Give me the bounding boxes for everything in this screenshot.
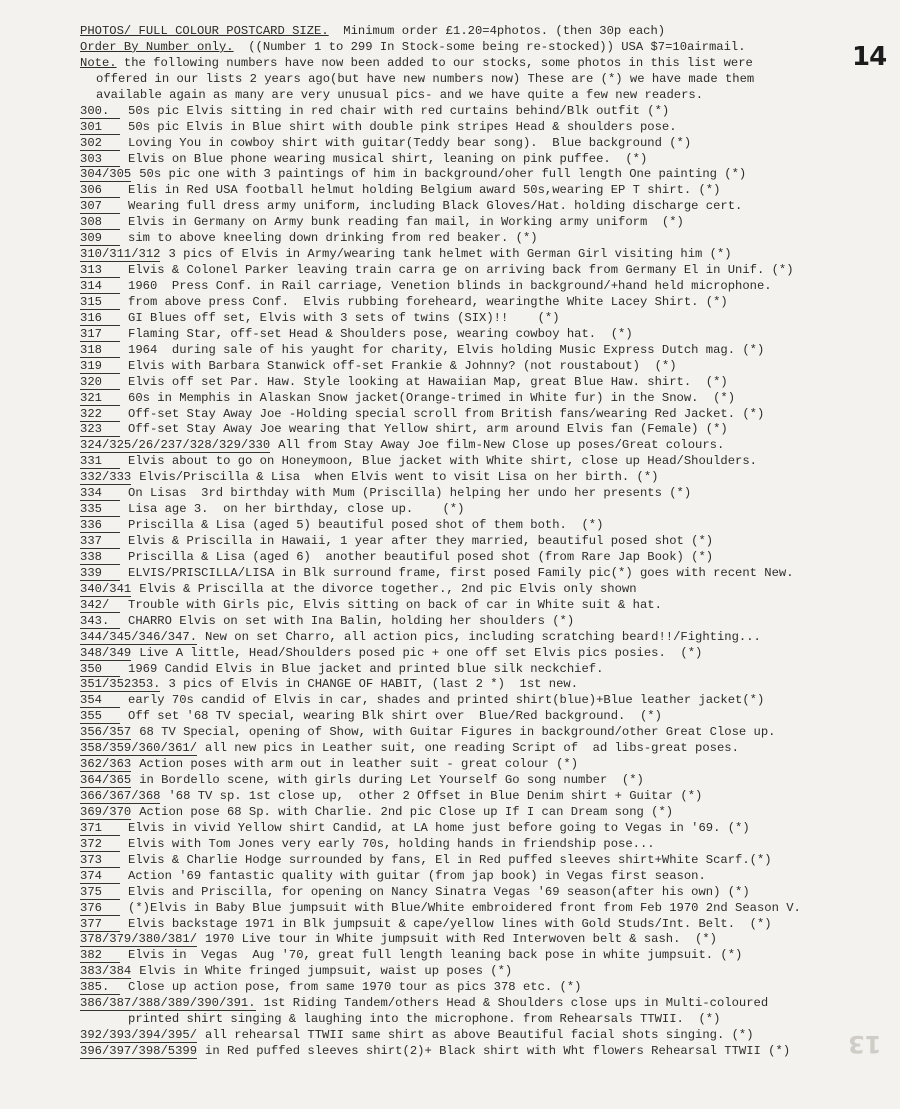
photo-description: Elvis with Barbara Stanwick off-set Frankie & Johnny? (not roustabout) (*): [128, 358, 677, 373]
photo-number: 376: [80, 902, 120, 916]
photo-item: [80, 614, 870, 630]
photo-number: 304/305: [80, 167, 132, 182]
photo-item: [80, 741, 870, 757]
photo-number: 316: [80, 312, 120, 326]
photo-item: [80, 837, 870, 853]
photo-item: [80, 662, 870, 678]
photo-item: [80, 917, 870, 933]
photo-number: 332/333: [80, 470, 132, 485]
photo-description: New on set Charro, all action pics, including scratching beard!!/Fighting...: [205, 629, 761, 644]
photo-item: [80, 964, 870, 980]
photo-description: 1969 Candid Elvis in Blue jacket and printed blue silk neckchief.: [128, 661, 604, 676]
photo-description: Elvis off set Par. Haw. Style looking at Hawaiian Map, great Blue Haw. shirt. (*): [128, 374, 728, 389]
photo-item: [80, 136, 870, 152]
photo-number: 375: [80, 886, 120, 900]
photo-description: Elvis & Priscilla in Hawaii, 1 year after they married, beautiful posed shot (*): [128, 534, 714, 548]
photo-item: [80, 327, 870, 343]
photo-number: 351/352353.: [80, 677, 161, 692]
photo-item: [80, 167, 870, 183]
photo-number: 339: [80, 567, 120, 581]
note-line: [80, 56, 870, 72]
photo-description: 1960 Press Conf. in Rail carriage, Venetion blinds in background/+hand held microphone.: [128, 279, 772, 293]
photo-item: [80, 152, 870, 168]
photo-number: 372: [80, 838, 120, 852]
photo-description: Loving You in cowboy shirt with guitar(Teddy bear song). Blue background (*): [128, 135, 692, 150]
photo-number: 342/: [80, 599, 120, 613]
photo-description: (*)Elvis in Baby Blue jumpsuit with Blue/White embroidered front from Feb 1970 2nd Season V.: [128, 900, 801, 915]
photo-number: 321: [80, 392, 120, 406]
photo-description: Off set '68 TV special, wearing Blk shirt over Blue/Red background. (*): [128, 709, 662, 724]
photo-item: [80, 885, 870, 901]
photo-item: [80, 247, 870, 263]
photo-number: 323: [80, 423, 120, 437]
photo-number: 373: [80, 854, 120, 868]
photo-items: [80, 104, 870, 1060]
photo-description: All from Stay Away Joe film-New Close up poses/Great colours.: [278, 438, 725, 453]
photo-description: Trouble with Girls pic, Elvis sitting on back of car in White suit & hat.: [128, 597, 662, 612]
photo-description: 3 pics of Elvis in CHANGE OF HABIT, (last 2 *) 1st new.: [168, 677, 579, 692]
photo-number: 308: [80, 216, 120, 230]
photo-item: [80, 183, 870, 199]
photo-description: Elvis & Charlie Hodge surrounded by fans, El in Red puffed sleeves shirt+White Scarf.(*): [128, 852, 772, 867]
note-text: the following numbers have now been added to our stocks, some photos in this list were: [116, 55, 753, 70]
photo-description: Priscilla & Lisa (aged 5) beautiful posed shot of them both. (*): [128, 518, 604, 533]
photo-number: 392/393/394/395/: [80, 1028, 198, 1043]
photo-number: 309: [80, 232, 120, 246]
photo-description: Elvis in Vegas Aug '70, great full length leaning back pose in white jumpsuit. (*): [128, 948, 743, 963]
photos-title: PHOTOS/ FULL COLOUR POSTCARD SIZE.: [80, 24, 329, 38]
photo-item: [80, 646, 870, 662]
photo-description: Elvis & Colonel Parker leaving train carra ge on arriving back from Germany El in Unif. (*): [128, 263, 794, 278]
photo-description: Action pose 68 Sp. with Charlie. 2nd pic Close up If I can Dream song (*): [139, 804, 674, 819]
photo-description: 1st Riding Tandem/others Head & Shoulders close ups in Multi-coloured: [263, 996, 769, 1011]
header-line: [80, 24, 870, 40]
photo-description: Elvis and Priscilla, for opening on Nancy Sinatra Vegas '69 season(after his own) (*): [128, 884, 750, 899]
photo-description: Elvis in White fringed jumpsuit, waist up poses (*): [139, 964, 513, 979]
photo-item: [80, 1044, 870, 1060]
photo-number: 369/370: [80, 804, 132, 819]
photo-description: Elvis backstage 1971 in Blk jumpsuit & cape/yellow lines with Gold Studs/Int. Belt. (*): [128, 916, 772, 931]
photo-number: 343.: [80, 615, 120, 629]
photo-description: printed shirt singing & laughing into the microphone. from Rehearsals TTWII. (*): [128, 1012, 721, 1027]
photo-description: Action poses with arm out in leather suit - great colour (*): [139, 757, 579, 772]
photo-item: [80, 693, 870, 709]
photo-number: 310/311/312: [80, 247, 161, 262]
photo-description: Action '69 fantastic quality with guitar (from jap book) in Vegas first season.: [128, 868, 706, 883]
photo-description: CHARRO Elvis on set with Ina Balin, holding her shoulders (*): [128, 613, 575, 628]
photo-number: 320: [80, 376, 120, 390]
photo-item: [80, 438, 870, 454]
photo-item: [80, 582, 870, 598]
photo-item: [80, 948, 870, 964]
photo-number: 307: [80, 200, 120, 214]
photo-description: 1970 Live tour in White jumpsuit with Red Interwoven belt & sash. (*): [205, 932, 717, 947]
photo-description: 50s pic Elvis sitting in red chair with red curtains behind/Blk outfit (*): [128, 103, 670, 118]
note-line-2: offered in our lists 2 years ago(but have new numbers now) These are (*) we have made them: [96, 71, 755, 86]
photo-description: sim to above kneeling down drinking from red beaker. (*): [128, 231, 538, 246]
photo-description: ELVIS/PRISCILLA/LISA in Blk surround frame, first posed Family pic(*) goes with recent New.: [128, 565, 794, 580]
photo-number: 355: [80, 710, 120, 724]
photo-number: 337: [80, 535, 120, 549]
photo-item: [80, 391, 870, 407]
photo-description: Elvis & Priscilla at the divorce together., 2nd pic Elvis only shown: [139, 581, 637, 596]
photo-number: 348/349: [80, 645, 132, 660]
photo-item: [80, 980, 870, 996]
photo-number: 366/367/368: [80, 789, 161, 803]
photo-item: [80, 359, 870, 375]
photo-number: 396/397/398/5399: [80, 1044, 198, 1058]
photo-description: '68 TV sp. 1st close up, other 2 Offset in Blue Denim shirt + Guitar (*): [168, 789, 703, 803]
photo-description: Elvis with Tom Jones very early 70s, holding hands in friendship pose...: [128, 836, 655, 851]
photo-description: Elvis on Blue phone wearing musical shirt, leaning on pink puffee. (*): [128, 151, 648, 166]
note-label: Note.: [80, 55, 117, 70]
photo-number: 301: [80, 121, 120, 135]
photo-number: 334: [80, 487, 120, 501]
photo-item: [80, 279, 870, 295]
photo-item: [80, 677, 870, 693]
photo-item: [80, 518, 870, 534]
photo-description: Lisa age 3. on her birthday, close up. (*): [128, 502, 465, 517]
photo-description: Off-set Stay Away Joe -Holding special scroll from British fans/wearing Red Jacket. (*): [128, 406, 765, 421]
bleed-through-page-number: 13: [848, 1030, 882, 1058]
note-line-3: available again as many are very unusual pics- and we have quite a few new readers.: [96, 87, 704, 102]
photo-description: Elvis about to go on Honeymoon, Blue jacket with White shirt, close up Head/Shoulders.: [128, 454, 757, 469]
photo-item: [80, 630, 870, 646]
photo-number: 383/384: [80, 964, 132, 979]
photo-item: [80, 231, 870, 247]
photo-list: [80, 24, 870, 1060]
photo-description: Close up action pose, from same 1970 tour as pics 378 etc. (*): [128, 980, 582, 995]
photo-number: 354: [80, 694, 120, 708]
photo-item: [80, 725, 870, 741]
photo-description: 60s in Memphis in Alaskan Snow jacket(Orange-trimed in White fur) in the Snow. (*): [128, 390, 736, 405]
photo-description: 1964 during sale of his yaught for charity, Elvis holding Music Express Dutch mag. (*): [128, 342, 765, 357]
photo-item: [80, 534, 870, 550]
photo-item: [80, 311, 870, 327]
photo-number: 315: [80, 296, 120, 310]
photo-number: 335: [80, 503, 120, 517]
photo-number: 374: [80, 870, 120, 884]
photo-item: [80, 789, 870, 805]
photo-number: 377: [80, 918, 120, 932]
photo-item: [80, 853, 870, 869]
photo-description: all new pics in Leather suit, one reading Script of ad libs-great poses.: [205, 741, 739, 756]
photo-description: Elvis/Priscilla & Lisa when Elvis went to visit Lisa on her birth. (*): [139, 470, 659, 485]
photo-item: [80, 550, 870, 566]
photo-item: [80, 757, 870, 773]
photo-number: 319: [80, 360, 120, 374]
photo-item: [80, 120, 870, 136]
photo-description: in Red puffed sleeves shirt(2)+ Black shirt with Wht flowers Rehearsal TTWII (*): [205, 1044, 791, 1058]
photo-item: [80, 598, 870, 614]
photo-number: 322: [80, 408, 120, 422]
photo-number: 356/357: [80, 725, 132, 740]
photo-number: 364/365: [80, 773, 132, 788]
photo-description: from above press Conf. Elvis rubbing foreheard, wearingthe White Lacey Shirt. (*): [128, 294, 728, 309]
photo-number: 378/379/380/381/: [80, 932, 198, 947]
photo-description: On Lisas 3rd birthday with Mum (Priscilla) helping her undo her presents (*): [128, 486, 692, 501]
photo-item: [80, 422, 870, 438]
photo-number: 317: [80, 328, 120, 342]
photo-item: [80, 104, 870, 120]
photo-item: [80, 215, 870, 231]
photo-item: [80, 1028, 870, 1044]
photo-description: Live A little, Head/Shoulders posed pic + one off set Elvis pics posies. (*): [139, 645, 703, 660]
photo-number: 338: [80, 551, 120, 565]
photo-description: Elvis in vivid Yellow shirt Candid, at LA home just before going to Vegas in '69. (*): [128, 820, 750, 835]
photo-item: [80, 470, 870, 486]
photo-item: [80, 773, 870, 789]
page-number: 14: [852, 42, 887, 72]
photo-number: 385.: [80, 981, 120, 995]
photo-description: 50s pic Elvis in Blue shirt with double pink stripes Head & shoulders pose.: [128, 119, 677, 134]
photo-number: 350: [80, 663, 120, 677]
photo-item: [80, 1012, 870, 1028]
photo-number: 340/341: [80, 581, 132, 596]
photo-item: [80, 454, 870, 470]
photo-item: [80, 869, 870, 885]
photo-number: 336: [80, 519, 120, 533]
photo-description: early 70s candid of Elvis in car, shades and printed shirt(blue)+Blue leather jacket(*): [128, 693, 765, 708]
photo-item: [80, 263, 870, 279]
photo-item: [80, 486, 870, 502]
photo-item: [80, 709, 870, 725]
photo-description: 68 TV Special, opening of Show, with Guitar Figures in background/other Great Close up.: [139, 725, 776, 740]
order-label: Order By Number only.: [80, 39, 234, 54]
photo-description: Off-set Stay Away Joe wearing that Yellow shirt, arm around Elvis fan (Female) (*): [128, 422, 728, 437]
photo-number: 318: [80, 344, 120, 358]
photo-description: 3 pics of Elvis in Army/wearing tank helmet with German Girl visiting him (*): [168, 247, 732, 262]
photo-item: [80, 502, 870, 518]
photo-number: 314: [80, 280, 120, 294]
photo-item: [80, 805, 870, 821]
photo-item: [80, 199, 870, 215]
photo-description: all rehearsal TTWII same shirt as above Beautiful facial shots singing. (*): [205, 1028, 754, 1043]
photo-number: 386/387/388/389/390/391.: [80, 996, 256, 1011]
photo-item: [80, 932, 870, 948]
photo-number: 382: [80, 949, 120, 963]
photo-description: Wearing full dress army uniform, including Black Gloves/Hat. holding discharge cert.: [128, 199, 743, 214]
photo-item: [80, 375, 870, 391]
photo-item: [80, 566, 870, 582]
photo-description: 50s pic one with 3 paintings of him in background/oher full length One painting (*): [139, 167, 747, 182]
photo-item: [80, 407, 870, 423]
photo-number: 344/345/346/347.: [80, 629, 198, 644]
photo-item: [80, 343, 870, 359]
photo-description: in Bordello scene, with girls during Let Yourself Go song number (*): [139, 773, 644, 788]
photo-number: 331: [80, 455, 120, 469]
photo-description: Flaming Star, off-set Head & Shoulders pose, wearing cowboy hat. (*): [128, 326, 633, 341]
photo-number: 303: [80, 153, 120, 167]
order-line: [80, 40, 870, 56]
photo-description: Elvis in Germany on Army bunk reading fan mail, in Working army uniform (*): [128, 215, 684, 230]
photo-item: [80, 901, 870, 917]
photo-number: 324/325/26/237/328/329/330: [80, 438, 271, 453]
photo-item: [80, 295, 870, 311]
photo-number: 302: [80, 137, 120, 151]
photo-number: 313: [80, 264, 120, 278]
photo-item: [80, 996, 870, 1012]
minimum-order-text: Minimum order £1.20=4photos. (then 30p each): [328, 24, 666, 38]
photo-description: Elis in Red USA football helmut holding Belgium award 50s,wearing EP T shirt. (*): [128, 183, 721, 198]
photo-number: 306: [80, 184, 120, 198]
order-info: ((Number 1 to 299 In Stock-some being re-stocked)) USA $7=10airmail.: [233, 39, 746, 54]
photo-description: GI Blues off set, Elvis with 3 sets of twins (SIX)!! (*): [128, 310, 560, 325]
photo-number: 371: [80, 822, 120, 836]
photo-number: 362/363: [80, 757, 132, 772]
photo-number: 358/359/360/361/: [80, 741, 198, 756]
photo-description: Priscilla & Lisa (aged 6) another beautiful posed shot (from Rare Jap Book) (*): [128, 549, 714, 564]
photo-item: [80, 821, 870, 837]
photo-number: 300.: [80, 105, 120, 119]
